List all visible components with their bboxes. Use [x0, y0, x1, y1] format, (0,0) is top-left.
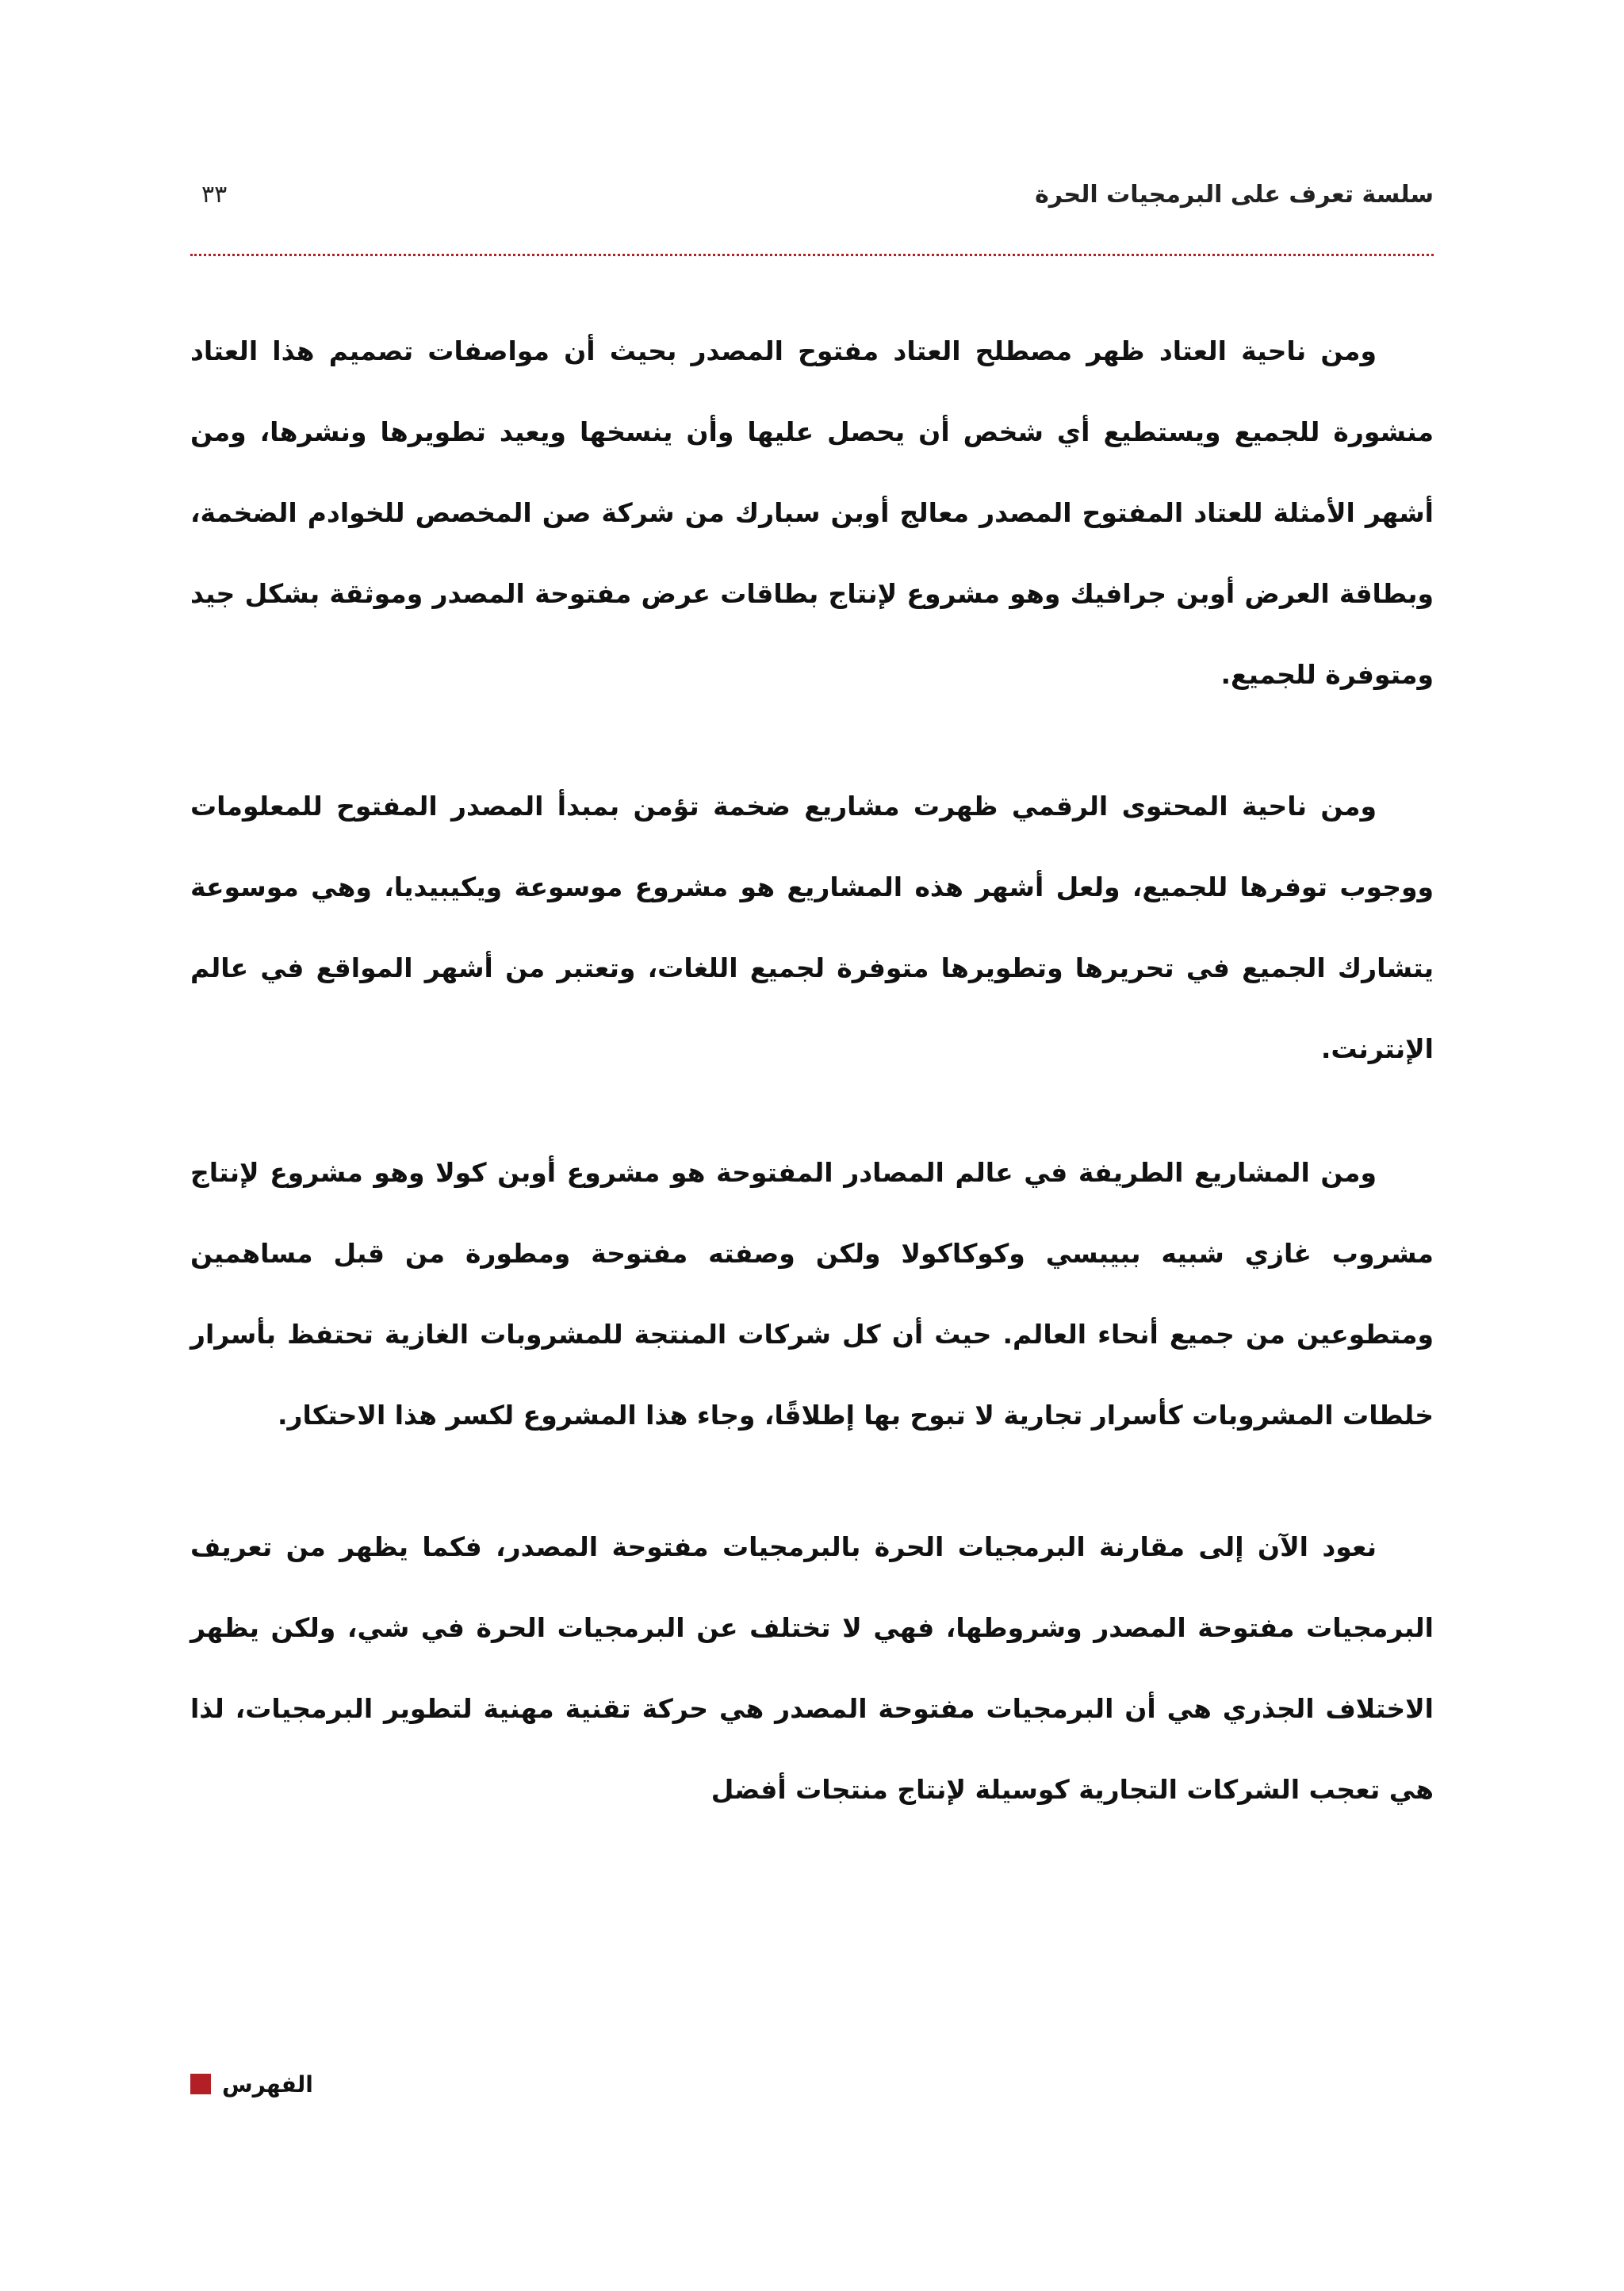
page-header: [190, 181, 1434, 228]
paragraph-hardware: ومن ناحية العتاد ظهر مصطلح العتاد مفتوح المصدر بحيث أن مواصفات تصميم هذا العتاد منشورة للجميع ويستطيع أي شخص أن يحصل عليها وأن ينسخها ويعيد تطويرها ونشرها، ومن أشهر الأمثلة للعتاد المفتوح المصدر معالج أوبن سبارك من شركة صن المخصص للخوادم الضخمة، وبطاقة العرض أوبن جرافيك وهو مشروع لإنتاج بطاقات عرض مفتوحة المصدر وموثقة بشكل جيد ومتوفرة للجميع.: [190, 335, 1434, 690]
paragraph-comparison: نعود الآن إلى مقارنة البرمجيات الحرة بالبرمجيات مفتوحة المصدر، فكما يظهر من تعريف البرمجيات مفتوحة المصدر وشروطها، فهي لا تختلف عن البرمجيات الحرة في شي، ولكن يظهر الاختلاف الجذري هي أن البرمجيات مفتوحة المصدر هي حركة تقنية مهنية لتطوير البرمجيات، لذا هي تعجب الشركات التجارية كوسيلة لإنتاج منتجات أفضل: [190, 1531, 1434, 1805]
index-label[interactable]: الفهرس: [222, 2071, 313, 2098]
paragraph-open-cola: ومن المشاريع الطريفة في عالم المصادر المفتوحة هو مشروع أوبن كولا وهو مشروع لإنتاج مشروب غازي شبيه ببيبسي وكوكاكولا ولكن وصفته مفتوحة ومطورة من قبل مساهمين ومتطوعين من جميع أنحاء العالم. حيث أن كل شركات المنتجة للمشروبات الغازية تحتفظ بأسرار خلطات المشروبات كأسرار تجارية لا تبوح بها إطلاقًا، وجاء هذا المشروع لكسر هذا الاحتكار.: [190, 1157, 1434, 1431]
red-square-icon: [190, 2074, 211, 2094]
series-title: سلسة تعرف على البرمجيات الحرة: [1035, 181, 1434, 209]
page-body: [190, 311, 1434, 1881]
page-number: ٣٣: [201, 181, 228, 209]
header-divider: [190, 254, 1434, 256]
index-link[interactable]: [190, 2068, 313, 2100]
paragraph-digital-content: ومن ناحية المحتوى الرقمي ظهرت مشاريع ضخمة تؤمن بمبدأ المصدر المفتوح للمعلومات ووجوب توفرها للجميع، ولعل أشهر هذه المشاريع هو مشروع موسوعة ويكيبيديا، وهي موسوعة يتشارك الجميع في تحريرها وتطويرها متوفرة لجميع اللغات، وتعتبر من أشهر المواقع في عالم الإنترنت.: [190, 791, 1434, 1064]
